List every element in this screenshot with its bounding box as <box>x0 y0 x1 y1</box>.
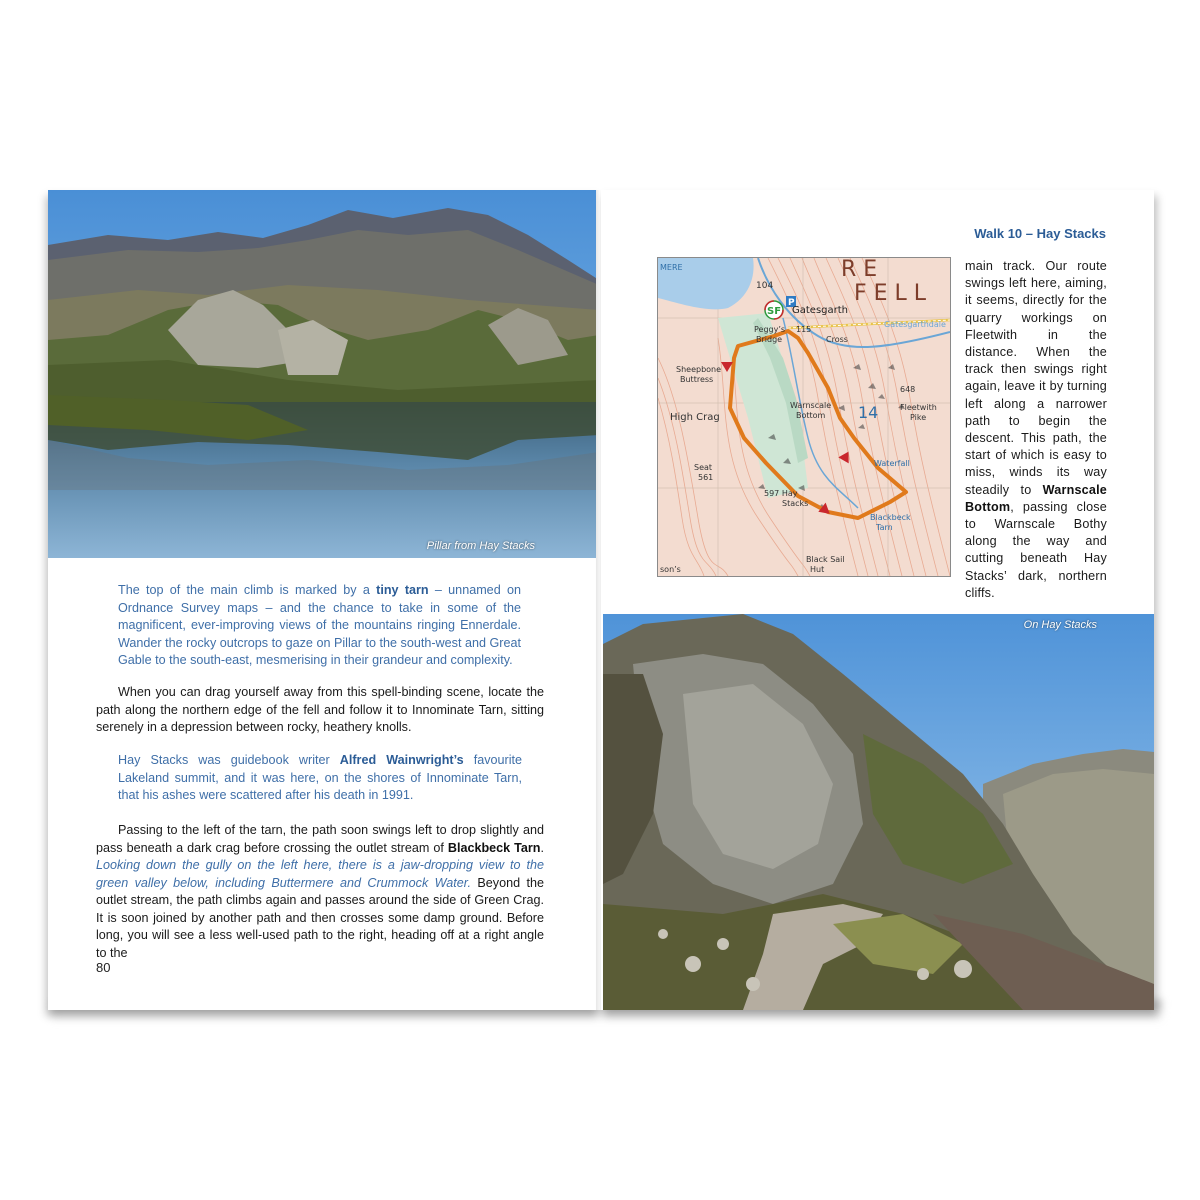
paragraph-1: When you can drag yourself away from this spell-binding scene, locate the path along the northern edge of the fell and follow it to Innominate Tarn, sitting serenely in a depression between rocky, heathery knolls. <box>96 685 544 734</box>
callout-1-pre: The top of the main climb is marked by a <box>118 583 377 597</box>
map-label-648: 648 <box>900 385 916 394</box>
callout-2-bold: Alfred Wainwright’s <box>339 753 464 767</box>
right-paragraph-pre: main track. Our route swings left here, aiming, it seems, directly for the quarry workings on Fleetwith in the distance. When the track then swings right again, leave it by turning left along a narrower path to begin the descent. This path, the start of which is easy to miss, winds its way steadily to <box>965 259 1107 497</box>
callout-1-bold: tiny tarn <box>376 583 429 597</box>
paragraph-blackbeck <box>96 822 544 962</box>
callout-2-pre: Hay Stacks was guidebook writer <box>118 753 340 767</box>
map-label-peggys-1: Peggy’s <box>754 325 786 334</box>
paragraph-2 <box>96 822 544 962</box>
map-label-cross: Cross <box>826 335 848 344</box>
callout-2-post: favourite Lakeland summit, and it was here, on the shores of Innominate Tarn, that his ashes were scattered after his death in 1991. <box>118 753 522 802</box>
map-parking-icon: P <box>788 298 795 308</box>
map-label-high-crag: High Crag <box>670 412 720 423</box>
page-number: 80 <box>96 960 111 975</box>
map-label-sheepbone-2: Buttress <box>680 375 714 384</box>
callout-wainwright <box>118 752 522 805</box>
map-label-warnscale-2: Bottom <box>796 411 826 420</box>
callout-1-post: – unnamed on Ordnance Survey maps – and the chance to take in some of the magnificent, ever-improving views of the mountains ringing Ennerdale. Wander the rocky outcrops to gaze on Pillar to the south-west and Great Gable to the south-east, mesmerising in their grandeur and complexity. <box>118 583 521 667</box>
map-label-seat-2: 561 <box>698 473 714 482</box>
photo-caption-pillar: Pillar from Hay Stacks <box>426 540 535 552</box>
map-start-finish-icon: SF <box>767 306 782 317</box>
map-label-blackbeck-1: Blackbeck <box>870 513 911 522</box>
map-label-mere: MERE <box>660 263 683 272</box>
paragraph-2-mid: . <box>540 840 544 855</box>
paragraph-2-pre: Passing to the left of the tarn, the path soon swings left to drop slightly and pass beneath a dark crag before crossing the outlet stream of <box>96 823 544 855</box>
photo-on-hay-stacks <box>603 614 1154 1010</box>
map-label-seat-1: Seat <box>694 463 713 472</box>
pillar-landscape-image <box>48 190 599 558</box>
map-label-sons: son’s <box>660 565 681 574</box>
map-label-104: 104 <box>756 281 774 291</box>
map-label-re: R E <box>841 258 878 282</box>
right-paragraph-bold: Warnscale Bottom <box>965 482 1107 514</box>
right-paragraph <box>965 258 1107 602</box>
hay-stacks-rock-image <box>603 614 1154 1010</box>
map-label-fleetwith-2: Pike <box>910 413 927 422</box>
map-label-black-sail-1: Black Sail <box>806 555 845 564</box>
map-label-115: 115 <box>796 325 812 334</box>
paragraph-2-italic: Looking down the gully on the left here, there is a jaw-dropping view to the green valley below, including Buttermere and Crummock Water. <box>96 858 544 890</box>
map-label-black-sail-2: Hut <box>810 565 825 574</box>
right-paragraph-post: , passing close to Warnscale Bothy along the way and cutting beneath Hay Stacks’ dark, northern cliffs. <box>965 499 1107 600</box>
paragraph-2-bold: Blackbeck Tarn <box>447 840 541 855</box>
map-label-hay-stacks-2: Stacks <box>782 499 809 508</box>
map-label-fell: F E L L <box>854 281 927 306</box>
map-label-warnscale-1: Warnscale <box>790 401 832 410</box>
map-label-peggys-2: Bridge <box>756 335 783 344</box>
photo-pillar <box>48 190 599 558</box>
map-label-hay-stacks-1: 597 Hay <box>764 489 798 498</box>
route-map-graphic <box>658 258 950 576</box>
map-label-blackbeck-2: Tarn <box>876 523 893 532</box>
route-map <box>657 257 951 577</box>
map-label-gatesgarthdale: Gatesgarthdale <box>884 320 946 329</box>
map-label-waterfall: Waterfall <box>874 459 910 468</box>
map-label-fleetwith-1: Fleetwith <box>900 403 937 412</box>
walk-header: Walk 10 – Hay Stacks <box>974 226 1106 241</box>
map-label-grid-14: 14 <box>858 403 879 422</box>
photo-caption-on-hay-stacks: On Hay Stacks <box>1023 619 1097 631</box>
map-label-gatesgarth: Gatesgarth <box>792 305 849 316</box>
paragraph-2-post: Beyond the outlet stream, the path climbs again and passes around the side of Green Crag. It is soon joined by another path and then crosses some damp ground. Before long, you will see a less well-used path to the right, heading off at a right angle to the <box>96 875 545 960</box>
callout-tiny-tarn <box>118 582 521 670</box>
paragraph-innominate <box>96 684 544 737</box>
left-page <box>48 190 599 1010</box>
map-label-sheepbone-1: Sheepbone <box>676 365 722 374</box>
right-page-text <box>965 258 1107 602</box>
right-page <box>601 190 1154 1010</box>
